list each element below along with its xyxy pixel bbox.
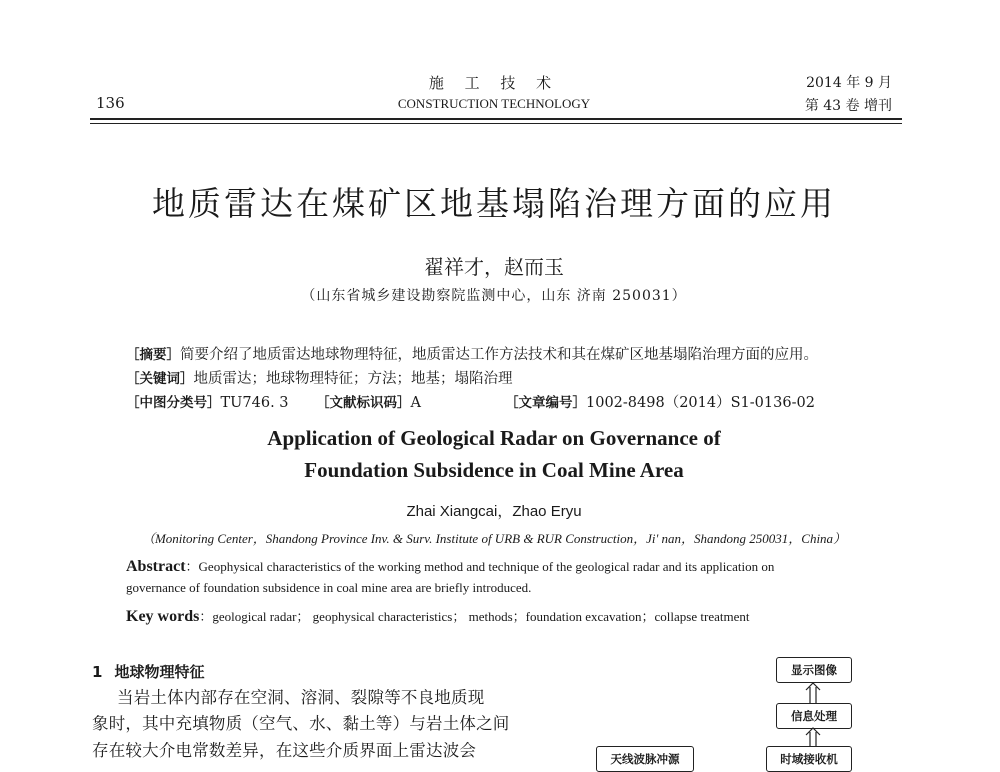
authors-cn: 翟祥才，赵而玉	[424, 255, 564, 279]
article-no-value: 1002-8498（2014）S1-0136-02	[586, 395, 815, 411]
abstract-en-line1	[126, 556, 774, 576]
diagram-box-antenna-source: 天线波脉冲源	[596, 746, 694, 772]
abstract-en-text-1: ：Geophysical characteristics of the working method and technique of the geological radar and its application on	[185, 559, 775, 574]
abstract-cn-label: ［摘要］	[126, 347, 180, 363]
document-code	[316, 391, 421, 411]
doc-code-label: ［文献标识码］	[316, 395, 411, 411]
clc-number	[126, 391, 289, 411]
diagram-box-info-processing: 信息处理	[776, 703, 852, 729]
keywords-en	[126, 606, 749, 626]
keywords-en-label: Key words	[126, 608, 200, 625]
article-no-label: ［文章编号］	[505, 395, 586, 411]
journal-name-cn: 施 工 技 术	[428, 74, 560, 92]
affiliation-en: （Monitoring Center，Shandong Province Inv. & Surv. Institute of URB & RUR Construction，Ji' nan，Shandong 250031，China）	[141, 531, 847, 546]
article-title-en-line1: Application of Geological Radar on Governance of	[267, 426, 721, 450]
issue-date: 2014 年 9 月	[806, 75, 892, 91]
keywords-en-text: ：geological radar； geophysical characteristics； methods；foundation excavation；collapse treatment	[199, 609, 750, 624]
journal-name-en: CONSTRUCTION TECHNOLOGY	[397, 96, 591, 111]
authors-en: Zhai Xiangcai，Zhao Eryu	[406, 503, 582, 520]
section-title: 地球物理特征	[114, 663, 205, 681]
section-number: 1	[92, 663, 103, 681]
diagram-box-display-image: 显示图像	[776, 657, 852, 683]
diagram-box-receiver: 时域接收机	[766, 746, 852, 772]
abstract-cn-text: 简要介绍了地质雷达地球物理特征，地质雷达工作方法技术和其在煤矿区地基塌陷治理方面的应用。	[180, 347, 818, 363]
abstract-en-label: Abstract	[126, 558, 186, 575]
article-number	[505, 391, 815, 412]
diagram-arrow-up-icon	[803, 682, 823, 704]
body-text-line1: 当岩土体内部存在空洞、溶洞、裂隙等不良地质现	[117, 688, 485, 707]
issue-volume: 第 43 卷 增刊	[804, 98, 892, 114]
abstract-en-line2: governance of foundation subsidence in coal mine area are briefly introduced.	[126, 580, 532, 595]
section-heading	[92, 661, 204, 682]
body-text-line2: 象时，其中充填物质（空气、水、黏土等）与岩土体之间	[92, 714, 510, 733]
header-rule-thick	[90, 118, 902, 120]
keywords-cn	[126, 367, 513, 388]
article-title-en-line2: Foundation Subsidence in Coal Mine Area	[304, 458, 684, 482]
clc-label: ［中图分类号］	[126, 395, 221, 411]
affiliation-cn: （山东省城乡建设勘察院监测中心，山东 济南 250031）	[301, 288, 687, 304]
keywords-cn-label: ［关键词］	[126, 371, 194, 387]
keywords-cn-text: 地质雷达；地球物理特征；方法；地基；塌陷治理	[193, 371, 513, 387]
article-title-cn: 地质雷达在煤矿区地基塌陷治理方面的应用	[152, 184, 836, 223]
body-text-line3: 存在较大介电常数差异，在这些介质界面上雷达波会	[92, 741, 477, 760]
abstract-cn	[126, 343, 818, 364]
header-rule-thin	[90, 123, 902, 124]
doc-code-value: A	[410, 395, 421, 411]
diagram-arrow-up-icon	[803, 727, 823, 747]
page-number: 136	[96, 94, 125, 112]
clc-value: TU746. 3	[220, 395, 289, 411]
